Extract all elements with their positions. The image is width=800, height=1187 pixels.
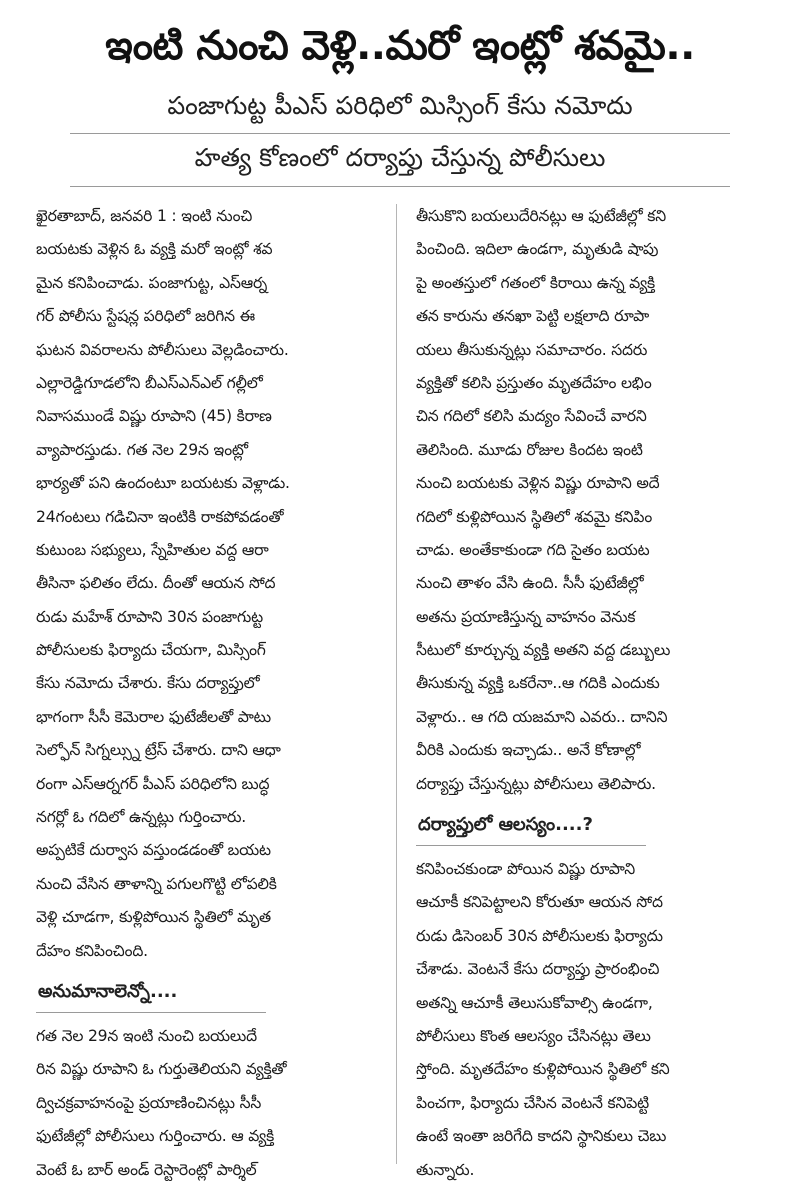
text-line: చిన గదిలో కలిసి మద్యం సేవించే వారని xyxy=(416,407,647,426)
text-line: అతన్ని ఆచూకీ తెలుసుకోవాల్సి ఉండగా, xyxy=(416,993,653,1012)
text-line: పై అంతస్తులో గతంలో కిరాయి ఉన్న వ్యక్తి xyxy=(416,273,655,292)
text-line: వ్యాపారస్తుడు. గత నెల 29న ఇంట్లో xyxy=(36,440,248,459)
subhead-suspicions: అనుమానాలెన్నో.... xyxy=(38,980,178,1002)
text-line: దర్యాప్తు చేస్తున్నట్లు పోలీసులు తెలిపారు. xyxy=(416,774,656,793)
headline: ఇంటి నుంచి వెళ్లి..మరో ఇంట్లో శవమై.. xyxy=(105,23,695,69)
text-line: నుంచి తాళం వేసి ఉంది. సీసీ ఫుటేజీల్లో xyxy=(416,574,644,593)
left-column xyxy=(36,200,388,1187)
text-line: పోలీసులకు ఫిర్యాదు చేయగా, మిస్సింగ్ xyxy=(36,641,266,660)
text-line: వ్యక్తితో కలిసి ప్రస్తుతం మృతదేహం లభిం xyxy=(416,373,652,392)
text-line: యలు తీసుకున్నట్లు సమాచారం. సదరు xyxy=(416,340,648,359)
text-line: అతను ప్రయాణిస్తున్న వాహనం వెనుక xyxy=(416,607,636,626)
text-line: వెంటే ఓ బార్ అండ్ రెస్టారెంట్లో పార్శిల్ xyxy=(36,1160,257,1179)
text-line: చాడు. అంతేకాకుండా గది సైతం బయట xyxy=(416,540,650,559)
text-line: తెలిసింది. మూడు రోజుల కిందట ఇంటి xyxy=(416,440,643,459)
text-line: తున్నారు. xyxy=(416,1160,475,1179)
text-line: రుడు మహేశ్ రూపాని 30న పంజాగుట్ట xyxy=(36,607,263,626)
text-line: రంగా ఎస్ఆర్నగర్ పీఎస్ పరిధిలోని బుద్ధ xyxy=(36,774,270,793)
subhead-suspicions-block xyxy=(36,968,388,1020)
text-line: కనిపించకుండా పోయిన విష్ణు రూపాని xyxy=(416,860,635,879)
deck-rule-bottom xyxy=(70,186,730,187)
text-line: తన కారును తనఖా పెట్టి లక్షలాది రూపా xyxy=(416,307,649,326)
left-paragraph-2 xyxy=(36,1020,388,1187)
text-line: రుడు డిసెంబర్ 30న పోలీసులకు ఫిర్యాదు xyxy=(416,926,663,945)
text-line: కుటుంబ సభ్యులు, స్నేహితుల వద్ద ఆరా xyxy=(36,540,269,559)
text-line: గర్ పోలీసు స్టేషన్ల పరిధిలో జరిగిన ఈ xyxy=(36,307,255,326)
text-line: ఎల్లారెడ్డిగూడలోని బీఎస్ఎన్ఎల్ గల్లీలో xyxy=(36,373,263,392)
text-line: నుంచి బయటకు వెళ్లిన విష్ణు రూపాని అదే xyxy=(416,474,660,493)
text-line: బయటకు వెళ్లిన ఓ వ్యక్తి మరో ఇంట్లో శవ xyxy=(36,240,273,259)
text-line: పోలీసులు కొంత ఆలస్యం చేసినట్లు తెలు xyxy=(416,1026,651,1045)
subhead-underline xyxy=(36,1012,266,1013)
text-line: ఆచూకీ కనిపెట్టాలని కోరుతూ ఆయన సోద xyxy=(416,893,663,912)
deck-murder-angle: హత్య కోణంలో దర్యాప్తు చేస్తున్న పోలీసులు xyxy=(194,143,606,172)
text-line: తీసుకున్న వ్యక్తి ఒకరేనా..ఆ గదికి ఎందుకు xyxy=(416,674,660,693)
left-paragraph-1 xyxy=(36,200,388,968)
text-line: ఉంటే ఇంతా జరిగేది కాదని స్థానికులు చెబు xyxy=(416,1127,667,1146)
text-line: మైన కనిపించాడు. పంజాగుట్ట, ఎస్ఆర్న xyxy=(36,273,268,292)
text-line: పించింది. ఇదిలా ఉండగా, మృతుడి షాపు xyxy=(416,240,659,259)
text-line: నివాసముండే విష్ణు రూపాని (45) కిరాణ xyxy=(36,407,272,426)
text-line: ఫుటేజీల్లో పోలీసులు గుర్తించారు. ఆ వ్యక్తి xyxy=(36,1127,275,1146)
text-line: దేహం కనిపించింది. xyxy=(36,941,148,960)
right-column xyxy=(416,200,768,1187)
text-line: తీసుకొని బయలుదేరినట్లు ఆ ఫుటేజీల్లో కని xyxy=(416,207,666,225)
text-line: ఘటన వివరాలను పోలీసులు వెల్లడించారు. xyxy=(36,340,289,359)
text-line: భార్యతో పని ఉందంటూ బయటకు వెళ్లాడు. xyxy=(36,474,290,493)
deck-rule-top xyxy=(70,133,730,134)
text-line: భాగంగా సీసీ కెమెరాల ఫుటేజీలతో పాటు xyxy=(36,707,271,726)
subhead-delay-block xyxy=(416,801,768,853)
text-line: స్తోంది. మృతదేహం కుళ్లిపోయిన స్థితిలో కని xyxy=(416,1060,670,1079)
text-line: తీసినా ఫలితం లేదు. దీంతో ఆయన సోద xyxy=(36,574,276,593)
text-line: 24గంటలు గడిచినా ఇంటికి రాకపోవడంతో xyxy=(36,507,284,526)
text-line: అప్పటికే దుర్వాస వస్తుండడంతో బయట xyxy=(36,841,271,860)
deck-missing-case: పంజాగుట్ట పీఎస్ పరిధిలో మిస్సింగ్ కేసు నమోదు xyxy=(167,91,633,120)
text-line: కేసు నమోదు చేశారు. కేసు దర్యాప్తులో xyxy=(36,674,260,693)
text-line: ద్విచక్రవాహనంపై ప్రయాణించినట్లు సీసీ xyxy=(36,1093,262,1112)
text-line: నుంచి వేసిన తాళాన్ని పగులగొట్టి లోపలికి xyxy=(36,874,277,893)
text-line: పించగా, ఫిర్యాదు చేసిన వెంటనే కనిపెట్టి xyxy=(416,1093,649,1112)
subhead-underline xyxy=(416,845,646,846)
text-line: రిన విష్ణు రూపాని ఓ గుర్తుతెలియని వ్యక్తితో xyxy=(36,1060,287,1079)
right-paragraph-1 xyxy=(416,200,768,801)
subhead-investigation-delay: దర్యాప్తులో ఆలస్యం....? xyxy=(418,814,593,836)
text-line: వెళ్లి చూడగా, కుళ్లిపోయిన స్థితిలో మృత xyxy=(36,908,271,927)
text-line: వెళ్లారు.. ఆ గది యజమాని ఎవరు.. దానిని xyxy=(416,707,668,726)
text-line: వీరికి ఎందుకు ఇచ్చాడు.. అనే కోణాల్లో xyxy=(416,741,641,760)
right-paragraph-2 xyxy=(416,853,768,1187)
text-line: చేశాడు. వెంటనే కేసు దర్యాప్తు ప్రారంభించి xyxy=(416,960,660,979)
text-line: సెల్ఫోన్ సిగ్నల్స్ను ట్రేస్ చేశారు. దాని ఆధా xyxy=(36,741,281,760)
column-divider xyxy=(396,204,397,1164)
text-line: గదిలో కుళ్లిపోయిన స్థితిలో శవమై కనిపిం xyxy=(416,507,653,526)
text-line: నగర్లో ఓ గదిలో ఉన్నట్లు గుర్తించారు. xyxy=(36,808,247,827)
text-line: సీటులో కూర్చున్న వ్యక్తి అతని వద్ద డబ్బులు xyxy=(416,641,671,660)
text-line: గత నెల 29న ఇంటి నుంచి బయలుదే xyxy=(36,1026,257,1045)
text-line: ఖైరతాబాద్, జనవరి 1 : ఇంటి నుంచి xyxy=(36,207,253,225)
